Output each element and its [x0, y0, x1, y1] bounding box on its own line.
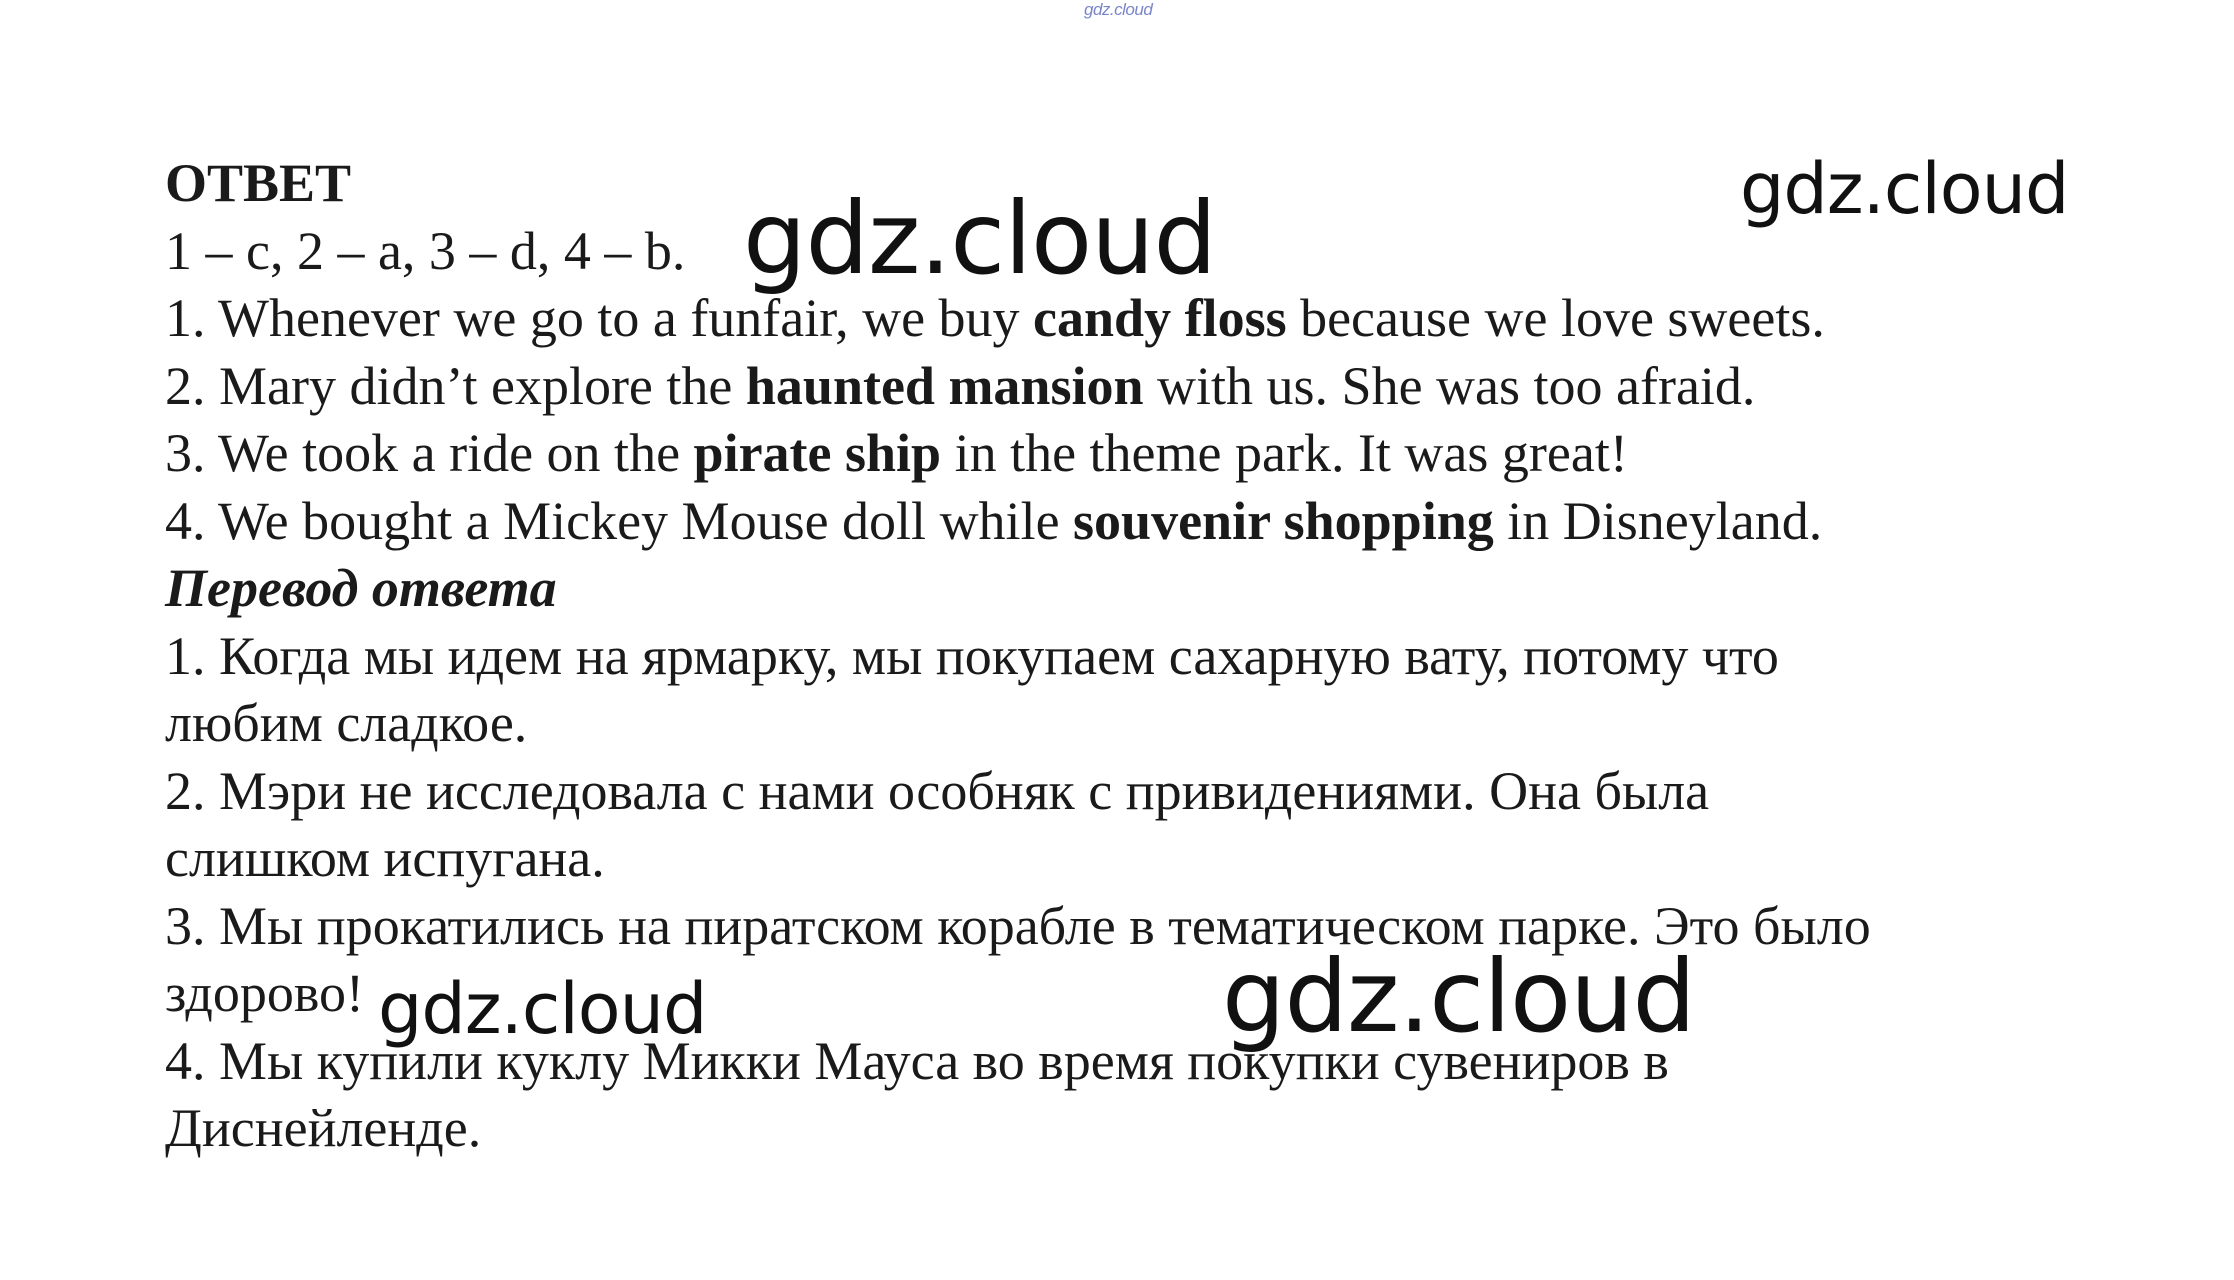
- translation-line: 1. Когда мы идем на ярмарку, мы покупаем сахарную вату, потому что: [165, 625, 1779, 686]
- answer-text: 1. Whenever we go to a funfair, we buy: [165, 288, 1034, 348]
- translation-line: 4. Мы купили куклу Микки Мауса во время покупки сувениров в: [165, 1030, 1669, 1091]
- translation-line: слишком испугана.: [165, 828, 605, 888]
- translation-line: 3. Мы прокатились на пиратском корабле в тематическом парке. Это было: [165, 895, 1871, 956]
- answer-keyword: souvenir shopping: [1073, 490, 1494, 551]
- watermark: gdz.cloud: [1222, 938, 1696, 1055]
- answer-sentence-4: [165, 488, 2115, 556]
- answer-sentence-2: [165, 353, 2115, 421]
- answer-keyword: pirate ship: [693, 423, 942, 483]
- answer-heading: ОТВЕТ: [165, 153, 352, 213]
- answer-text: with us. She was too afraid.: [1143, 355, 1756, 416]
- answer-keyword: candy floss: [1033, 288, 1287, 348]
- answer-keyword: haunted mansion: [745, 355, 1144, 416]
- answer-text: 2. Mary didn’t explore the: [165, 355, 746, 416]
- answer-sentence-3: [165, 420, 2115, 488]
- answer-text: in Disneyland.: [1493, 490, 1823, 551]
- translation-line: 2. Мэри не исследовала с нами особняк с привидениями. Она была: [165, 760, 1710, 821]
- answer-text: because we love sweets.: [1286, 288, 1825, 348]
- answer-key: 1 – c, 2 – a, 3 – d, 4 – b.: [165, 220, 686, 281]
- top-watermark: gdz.cloud: [1084, 0, 1153, 19]
- answer-text: in the theme park. It was great!: [941, 423, 1628, 483]
- translation-line: Диснейленде.: [165, 1098, 482, 1158]
- watermark: gdz.cloud: [743, 180, 1217, 297]
- answer-text: 3. We took a ride on the: [165, 423, 694, 483]
- watermark: gdz.cloud: [378, 968, 707, 1050]
- translation-line: здорово!: [165, 963, 364, 1023]
- translation-line: любим сладкое.: [165, 693, 528, 753]
- answer-text: 4. We bought a Mickey Mouse doll while: [165, 490, 1074, 551]
- watermark: gdz.cloud: [1740, 148, 2069, 230]
- translation-heading: Перевод ответа: [165, 558, 557, 618]
